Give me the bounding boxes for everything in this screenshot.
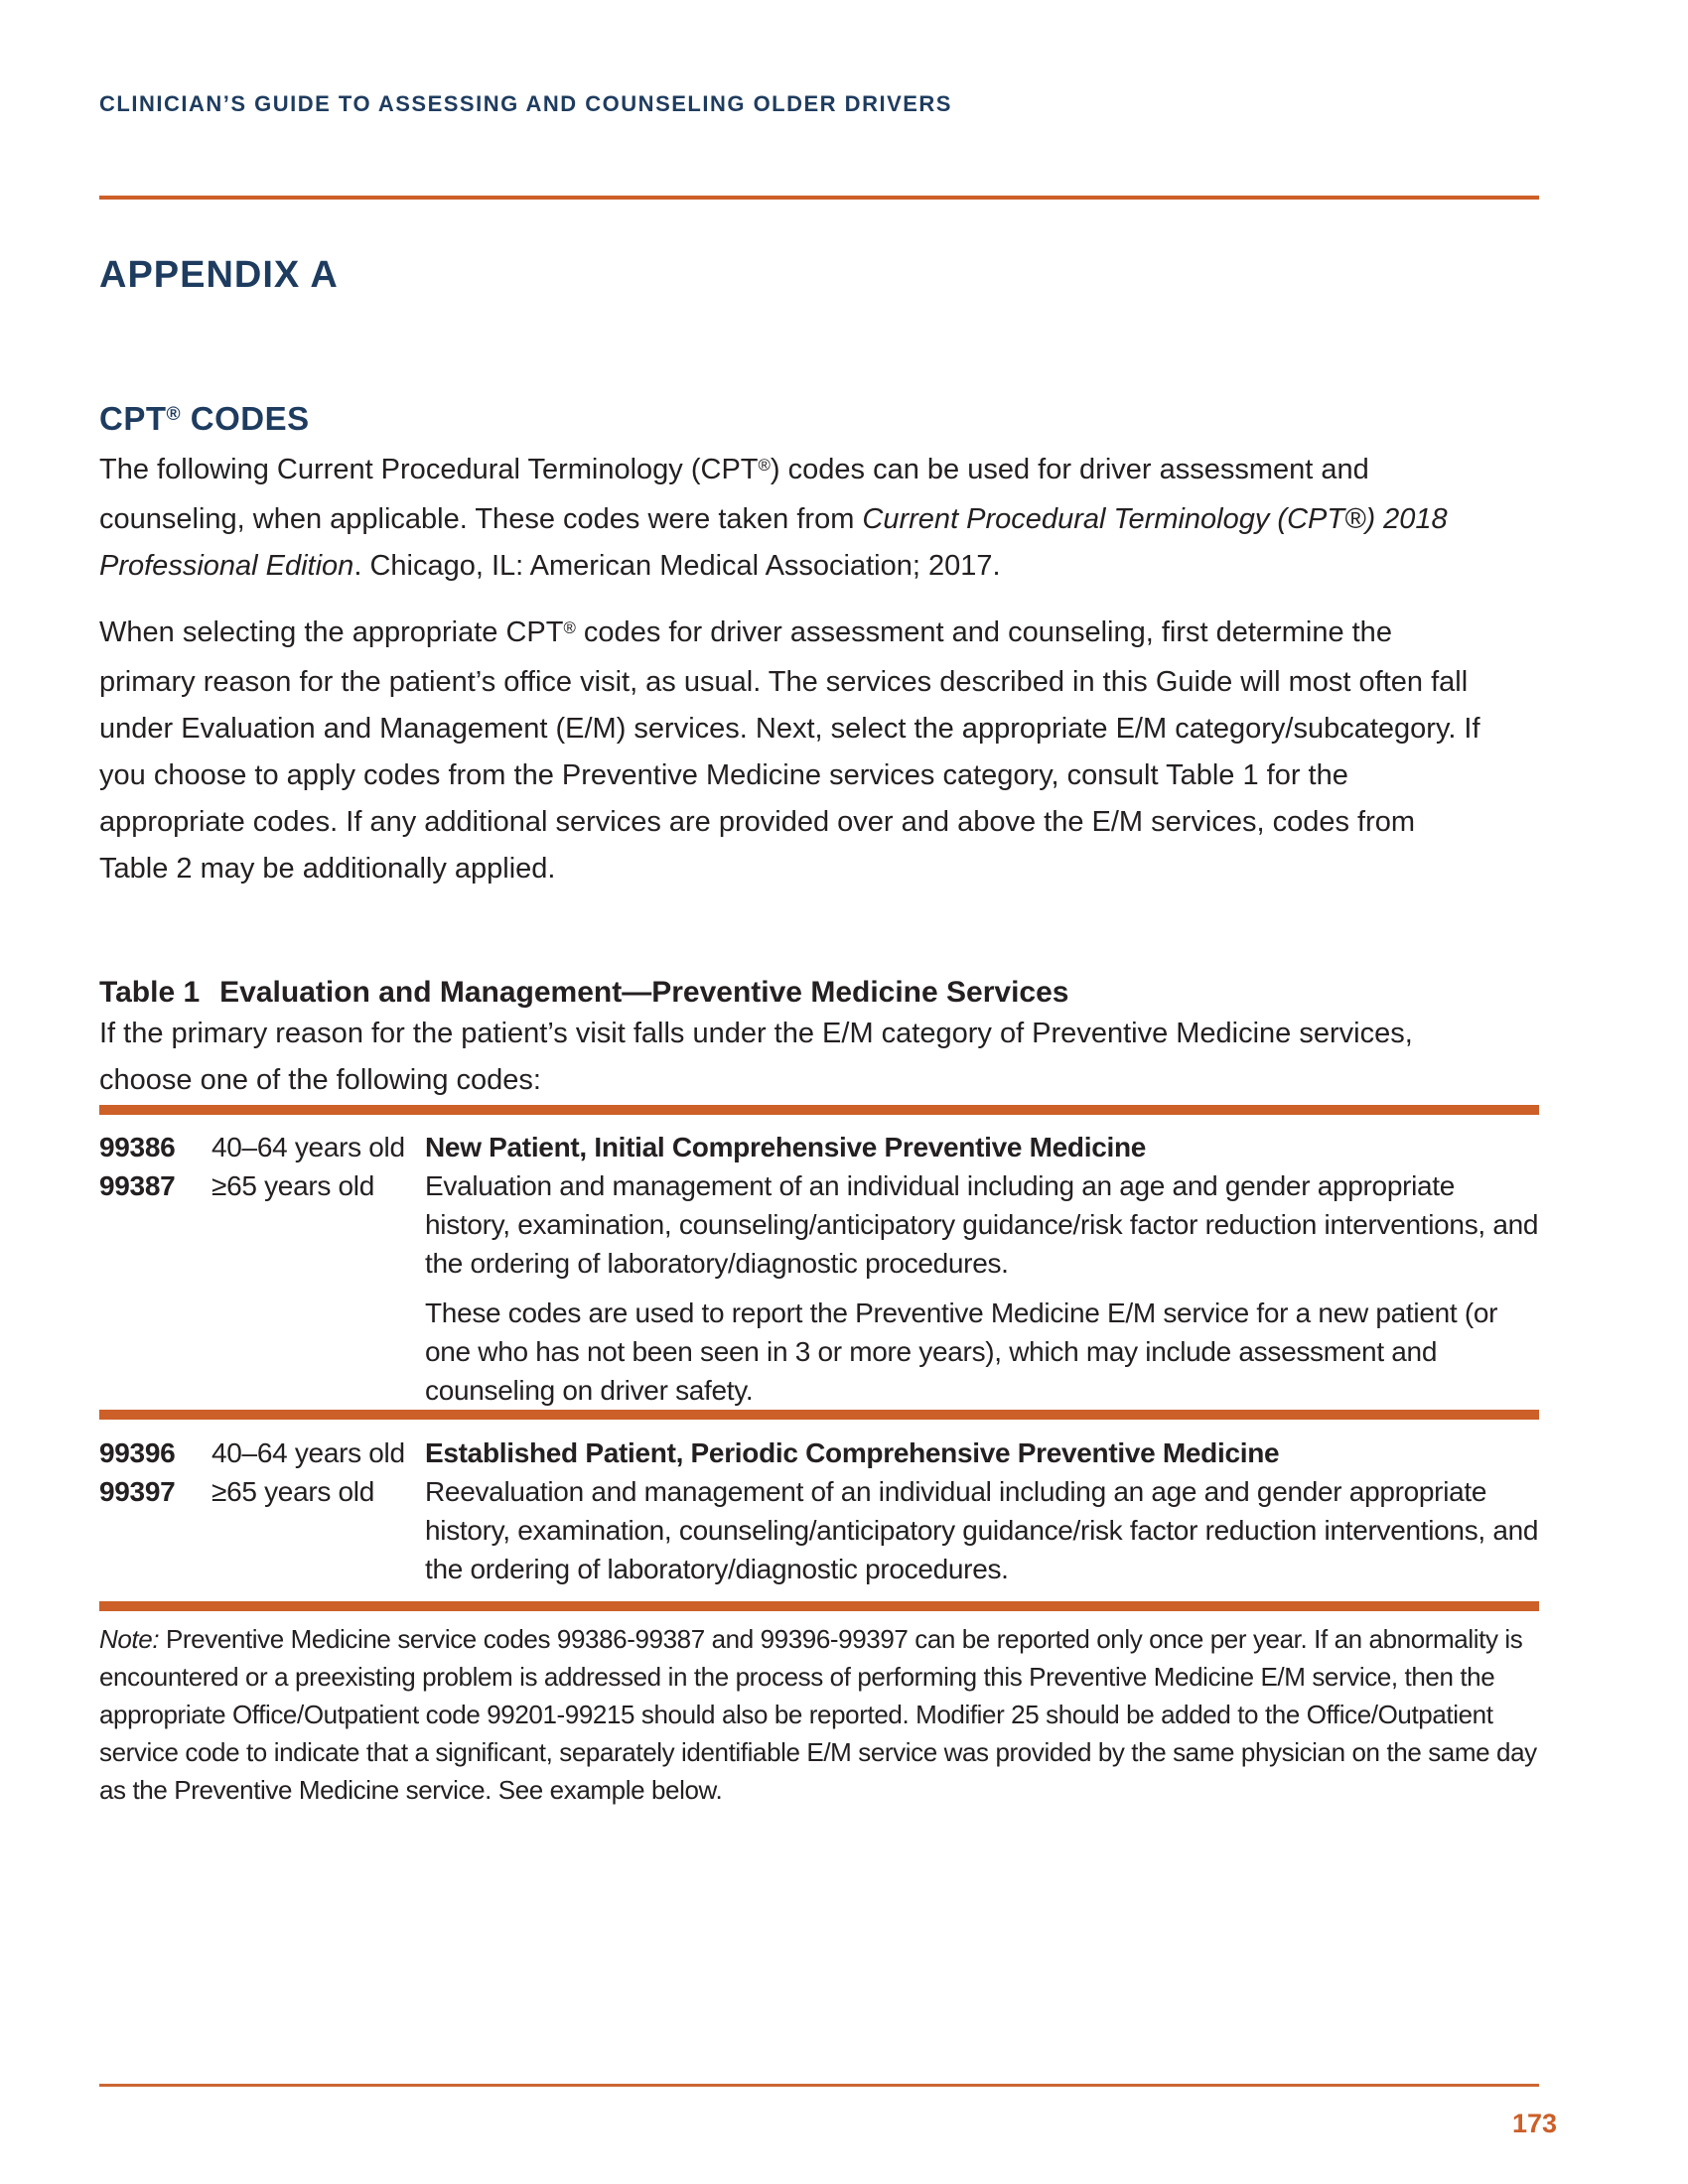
paragraph-text: The following Current Procedural Terminology (CPT — [99, 454, 759, 485]
intro-paragraph — [99, 447, 1489, 590]
cpt-code: 99396 — [99, 1437, 176, 1468]
cpt-code: 99386 — [99, 1132, 176, 1162]
age-cell — [211, 1433, 425, 1588]
age-cell — [211, 1128, 425, 1410]
age-range: ≥65 years old — [211, 1476, 375, 1507]
page-number: 173 — [1511, 2109, 1557, 2138]
table-name: Evaluation and Management—Preventive Medicine Services — [219, 976, 1069, 1009]
paragraph-text: ) codes can be used for driver assessment and counseling, when applicable. These codes were taken from — [99, 454, 1369, 535]
service-description: Evaluation and management of an individual including an age and gender appropriate history, examination, counseling/anticipatory guidance/risk factor reduction interventions, and the ordering of laboratory/diagnostic procedures. — [425, 1170, 1539, 1279]
code-cell — [99, 1128, 211, 1410]
note-text: Preventive Medicine service codes 99386-99387 and 99396-99397 can be reported only once per year. If an abnormality is encountered or a preexisting problem is addressed in the process of performing this Preventive Medicine E/M service, then the appropriate Office/Outpatient code 99201-99215 should also be reported. Modifier 25 should be added to the Office/Outpatient service code to indicate that a significant, separately identifiable E/M service was provided by the same physician on the same day as the Preventive Medicine service. See example below. — [99, 1624, 1537, 1805]
table-label: Table 1 — [99, 976, 201, 1009]
table1-top-rule — [99, 1105, 1539, 1115]
service-description: These codes are used to report the Preventive Medicine E/M service for a new patient (or one who has not been seen in 3 or more years), which may include assessment and counseling on driver safety. — [425, 1297, 1498, 1406]
registered-trademark-symbol: ® — [563, 617, 576, 637]
age-range: 40–64 years old — [211, 1132, 405, 1162]
heading-text: CPT — [99, 400, 167, 437]
paragraph-text: . Chicago, IL: American Medical Association; 2017. — [353, 550, 1001, 582]
description-cell — [425, 1433, 1539, 1588]
paragraph-text: codes for driver assessment and counseling, first determine the primary reason for the patient’s office visit, as usual. The services described in this Guide will most often fall under Evaluation and Management (E/M) services. Next, select the appropriate E/M category/subcategory. If you choose to apply codes from the Preventive Medicine services category, consult Table 1 for the appropriate codes. If any additional services are provided over and above the E/M services, codes from Table 2 may be additionally applied. — [99, 616, 1480, 885]
table1-note — [99, 1620, 1539, 1809]
registered-trademark-symbol: ® — [166, 404, 182, 426]
appendix-title: APPENDIX A — [99, 254, 339, 296]
table1-title — [99, 972, 1068, 1014]
footer-rule — [99, 2084, 1539, 2087]
running-header: CLINICIAN’S GUIDE TO ASSESSING AND COUNSELING OLDER DRIVERS — [99, 91, 952, 116]
guidance-paragraph — [99, 610, 1489, 892]
age-range: 40–64 years old — [211, 1437, 405, 1468]
description-cell — [425, 1128, 1539, 1410]
service-title: New Patient, Initial Comprehensive Preventive Medicine — [425, 1132, 1147, 1162]
citation-italic: Current Procedural Terminology (CPT®) 2018 Professional Edition — [99, 503, 1448, 582]
table1-row-divider-rule — [99, 1410, 1539, 1420]
paragraph-text: When selecting the appropriate CPT — [99, 616, 564, 648]
table1-intro: If the primary reason for the patient’s visit falls under the E/M category of Preventive Medicine services, choose one of the following codes: — [99, 1018, 1413, 1096]
service-description: Reevaluation and management of an individual including an age and gender appropriate history, examination, counseling/anticipatory guidance/risk factor reduction interventions, and the ordering of laboratory/diagnostic procedures. — [425, 1476, 1539, 1584]
table1-row-new-patient — [99, 1128, 1539, 1410]
note-label: Note: — [99, 1624, 160, 1654]
heading-text: CODES — [181, 400, 310, 437]
cpt-code: 99397 — [99, 1476, 176, 1507]
table1-bottom-rule — [99, 1601, 1539, 1611]
header-rule — [99, 196, 1539, 200]
cpt-codes-heading — [99, 401, 310, 443]
registered-trademark-symbol: ® — [758, 455, 771, 475]
cpt-code: 99387 — [99, 1170, 176, 1201]
table1-row-established-patient — [99, 1433, 1539, 1588]
service-title: Established Patient, Periodic Comprehensive Preventive Medicine — [425, 1437, 1280, 1468]
code-cell — [99, 1433, 211, 1588]
age-range: ≥65 years old — [211, 1170, 375, 1201]
